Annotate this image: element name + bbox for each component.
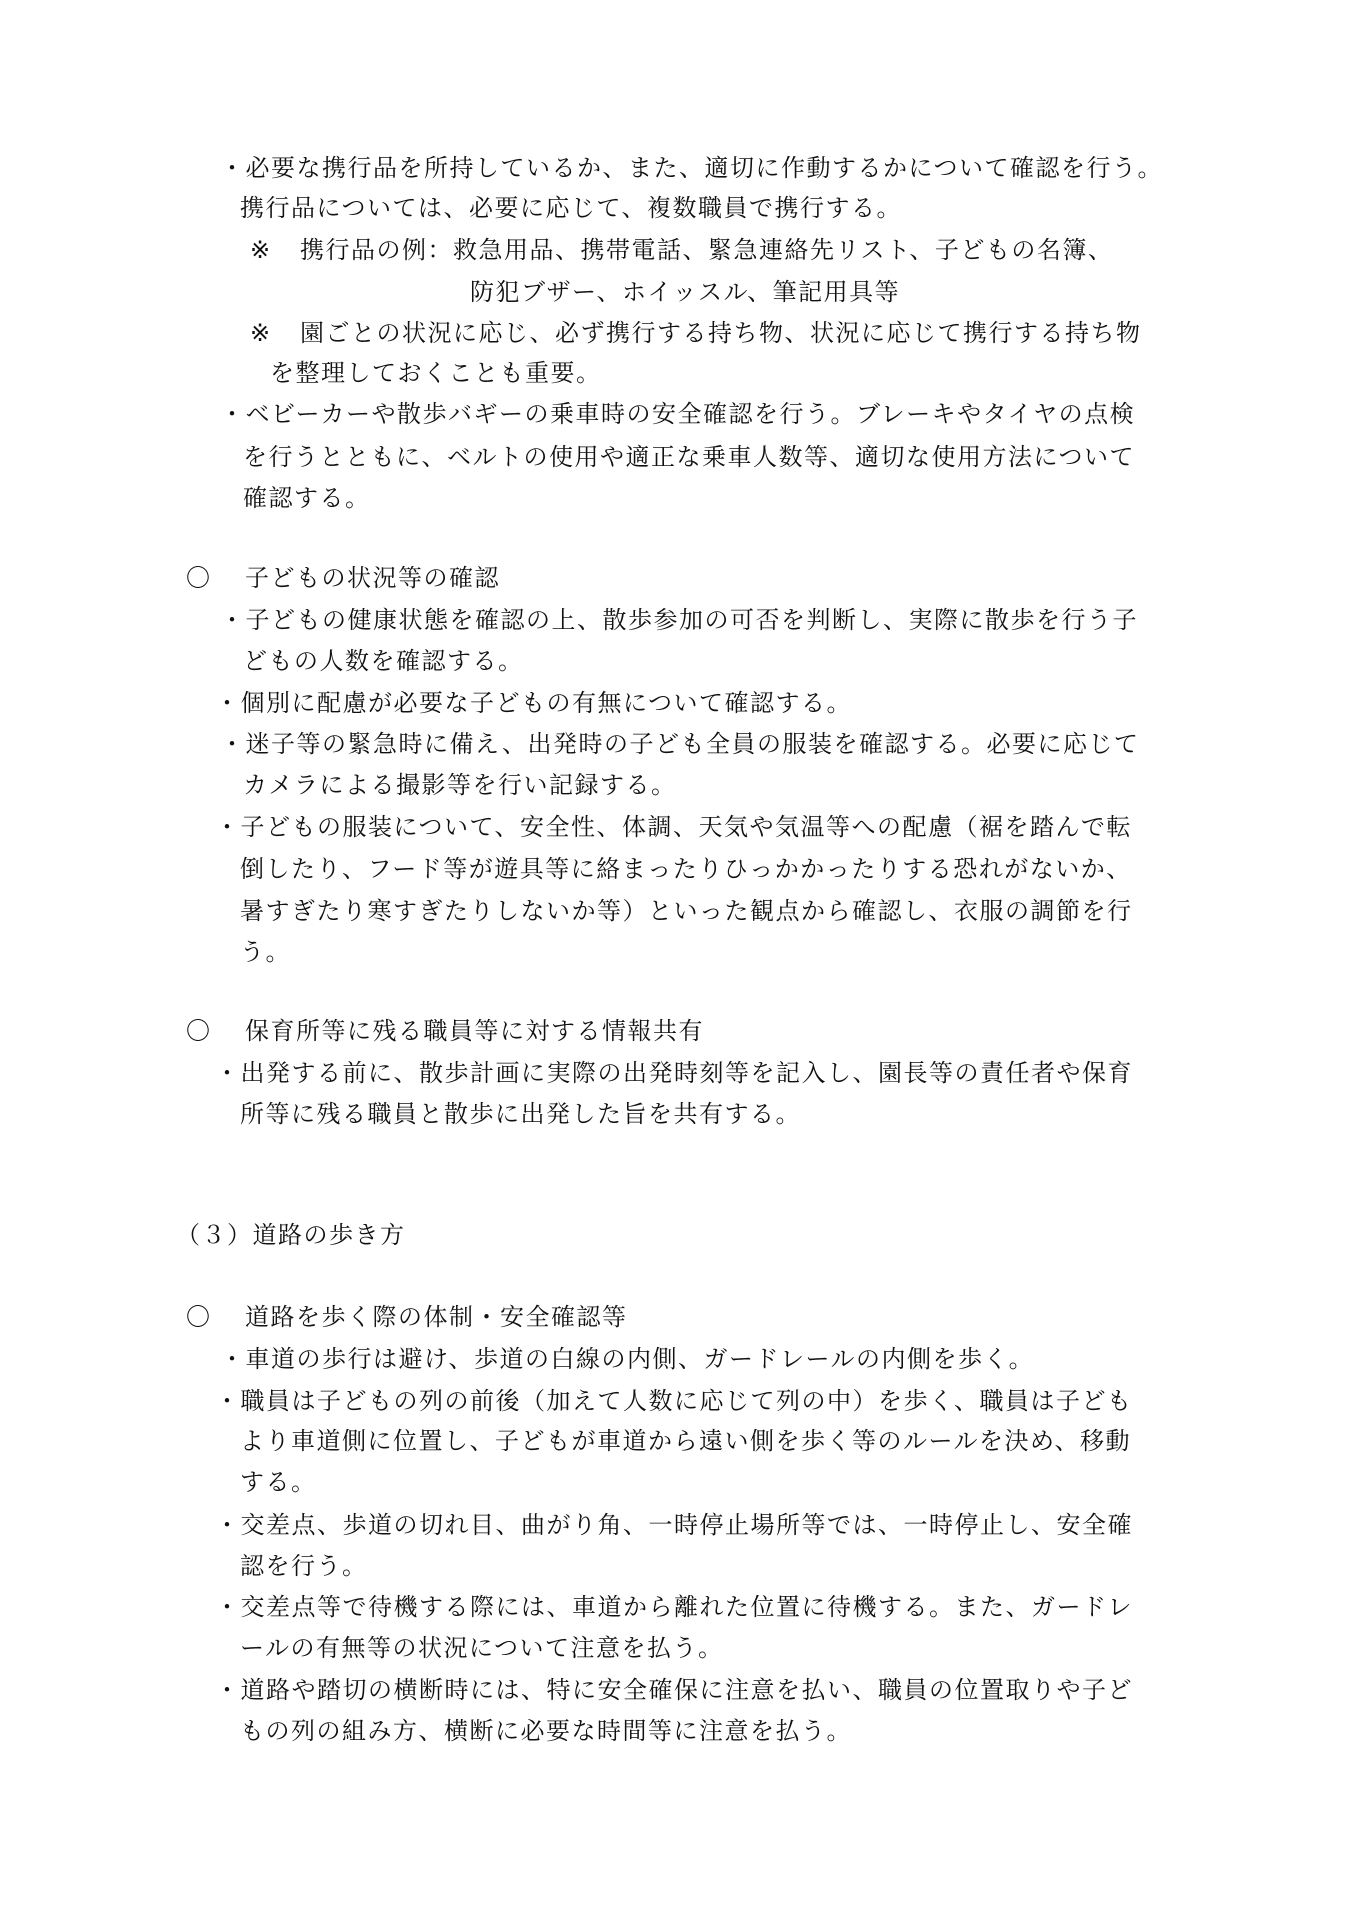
list-item-line: ・交差点、歩道の切れ目、曲がり角、一時停止場所等では、一時停止し、安全確 [215,1511,1133,1539]
list-item-line: ・道路や踏切の横断時には、特に安全確保に注意を払い、職員の位置取りや子ど [215,1676,1133,1704]
list-item-line: う。 [240,938,291,966]
section-heading: 子どもの状況等の確認 [245,564,500,592]
list-item-line: する。 [240,1468,317,1496]
list-item-line: ・交差点等で待機する際には、車道から離れた位置に待機する。また、ガードレ [215,1593,1133,1621]
list-item-line: もの列の組み方、横断に必要な時間等に注意を払う。 [240,1717,852,1745]
section-heading: 道路を歩く際の体制・安全確認等 [245,1303,628,1331]
list-item-line: カメラによる撮影等を行い記録する。 [243,771,677,799]
list-item-line: より車道側に位置し、子どもが車道から遠い側を歩く等のルールを決め、移動 [240,1427,1132,1455]
section-bullet: 〇 [186,564,210,592]
list-item-line: 所等に残る職員と散歩に出発した旨を共有する。 [240,1100,801,1128]
note-mark: ※ [250,236,271,264]
list-item-line: 携行品については、必要に応じて、複数職員で携行する。 [240,194,903,222]
list-item-line: を行うとともに、ベルトの使用や適正な乗車人数等、適切な使用方法について [243,443,1136,471]
section-bullet: 〇 [186,1303,210,1331]
list-item-line: ・迷子等の緊急時に備え、出発時の子ども全員の服装を確認する。必要に応じて [220,730,1140,758]
note-line: 園ごとの状況に応じ、必ず携行する持ち物、状況に応じて携行する持ち物 [300,319,1142,347]
list-item-line: どもの人数を確認する。 [243,647,524,675]
list-item-line: ・出発する前に、散歩計画に実際の出発時刻等を記入し、園長等の責任者や保育 [215,1059,1133,1087]
list-item-line: ールの有無等の状況について注意を払う。 [240,1634,724,1662]
section-bullet: 〇 [186,1017,210,1045]
list-item-line: 倒したり、フード等が遊具等に絡まったりひっかかったりする恐れがないか、 [240,855,1132,883]
list-item-line: ・必要な携行品を所持しているか、また、適切に作動するかについて確認を行う。 [220,154,1164,182]
list-item-line: ・車道の歩行は避け、歩道の白線の内側、ガードレールの内側を歩く。 [220,1345,1035,1373]
list-item-line: ・子どもの健康状態を確認の上、散歩参加の可否を判断し、実際に散歩を行う子 [220,606,1138,634]
list-item-line: ・個別に配慮が必要な子どもの有無について確認する。 [215,689,853,717]
list-item-line: 認を行う。 [240,1552,368,1580]
section-heading: 保育所等に残る職員等に対する情報共有 [245,1017,704,1045]
note-line: を整理しておくことも重要。 [270,359,602,387]
list-item-line: 暑すぎたり寒すぎたりしないか等）といった観点から確認し、衣服の調節を行 [240,897,1133,925]
list-item-line: ・子どもの服装について、安全性、体調、天気や気温等への配慮（裾を踏んで転 [215,813,1133,841]
list-item-line: ・職員は子どもの列の前後（加えて人数に応じて列の中）を歩く、職員は子ども [215,1387,1133,1415]
note-mark: ※ [250,319,271,347]
note-line: 携行品の例：救急用品、携帯電話、緊急連絡先リスト、子どもの名簿、 [300,236,1114,264]
note-line: 防犯ブザー、ホイッスル、筆記用具等 [470,278,901,306]
list-item-line: 確認する。 [243,484,371,512]
list-item-line: ・ベビーカーや散歩バギーの乗車時の安全確認を行う。ブレーキやタイヤの点検 [220,400,1136,428]
chapter-heading: （３）道路の歩き方 [176,1221,406,1249]
